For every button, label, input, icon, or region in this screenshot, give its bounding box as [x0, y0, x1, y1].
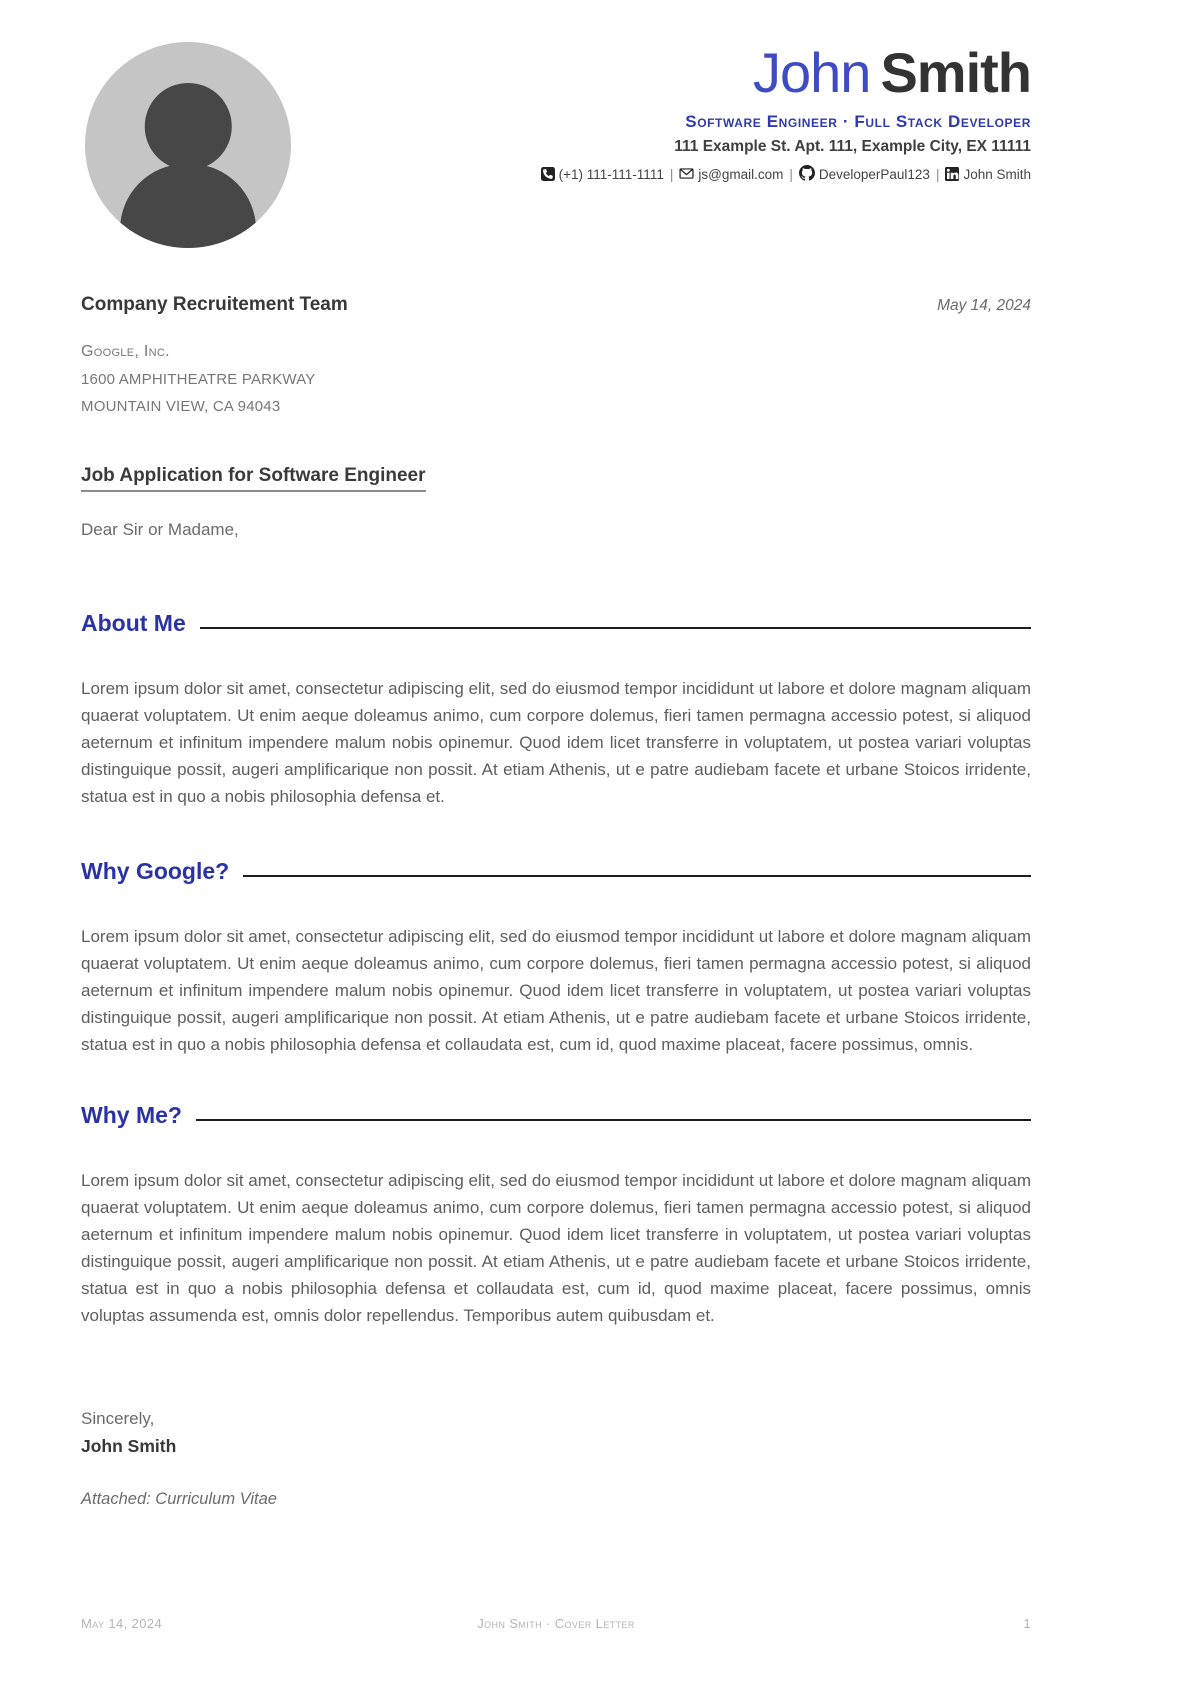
- company-street: 1600 AMPHITHEATRE PARKWAY: [81, 370, 316, 388]
- first-name: John: [753, 41, 871, 104]
- section-body-about-me: Lorem ipsum dolor sit amet, consectetur adipiscing elit, sed do eiusmod tempor incididunt ut labore et dolore magnam aliquam quaerat voluptatem. Ut enim aeque doleamus animo, cum corpore dolemus, fieri tamen permagna accessio potest, si aliquod aeternum et infinitum impendere malum nobis opinemur. Quod idem licet transferre in voluptatem, ut postea variari voluptas distinguique possit, augeri amplificarique non possit. At etiam Athenis, ut e patre audiebam facete et urbane Stoicos irridente, statua est in quo a nobis philosophia defensa et.: [81, 678, 1031, 806]
- closing-phrase: Sincerely,: [81, 1408, 155, 1428]
- separator: |: [669, 167, 674, 182]
- email-address: js@gmail.com: [698, 167, 784, 182]
- section-rule: [200, 627, 1031, 629]
- phone-number: (+1) 111-111-1111: [558, 167, 664, 182]
- section-title: About Me: [81, 609, 186, 636]
- recipient-row: [81, 294, 1031, 316]
- section-body-why-me: Lorem ipsum dolor sit amet, consectetur adipiscing elit, sed do eiusmod tempor incididunt ut labore et dolore magnam aliquam quaerat voluptatem. Ut enim aeque doleamus animo, cum corpore dolemus, fieri tamen permagna accessio potest, si aliquod aeternum et infinitum impendere malum nobis opinemur. Quod idem licet transferre in voluptatem, ut postea variari voluptas distinguique possit, augeri amplificarique non possit. At etiam Athenis, ut e patre audiebam facete et urbane Stoicos irridente, statua est in quo a nobis philosophia defensa et collaudata est, cum id, quod maxime placeat, facere possimus, omnis voluptas assumenda est, omnis dolor repellendus. Temporibus autem quibusdam et.: [81, 1170, 1031, 1325]
- section-body-why-google: Lorem ipsum dolor sit amet, consectetur adipiscing elit, sed do eiusmod tempor incididunt ut labore et dolore magnam aliquam quaerat voluptatem. Ut enim aeque doleamus animo, cum corpore dolemus, fieri tamen permagna accessio potest, si aliquod aeternum et infinitum impendere malum nobis opinemur. Quod idem licet transferre in voluptatem, ut postea variari voluptas distinguique possit, augeri amplificarique non possit. At etiam Athenis, ut e patre audiebam facete et urbane Stoicos irridente, statua est in quo a nobis philosophia defensa et collaudata est, cum id, quod maxime placeat, facere possimus, omnis.: [81, 926, 1031, 1054]
- company-city: MOUNTAIN VIEW, CA 94043: [81, 398, 281, 415]
- linkedin-name: John Smith: [963, 167, 1031, 182]
- full-name: [291, 42, 1031, 104]
- email-icon: [679, 166, 694, 181]
- signature-name: John Smith: [81, 1435, 177, 1456]
- company-name: Google, Inc.: [81, 343, 170, 360]
- last-name: Smith: [880, 41, 1031, 104]
- footer-page-number: 1: [1023, 1616, 1031, 1631]
- letter-date: May 14, 2024: [937, 297, 1031, 314]
- email-link[interactable]: [679, 167, 783, 182]
- letter-title: Job Application for Software Engineer: [81, 465, 426, 492]
- github-username: DeveloperPaul123: [818, 167, 930, 182]
- github-link[interactable]: [799, 167, 930, 182]
- separator: |: [935, 167, 940, 182]
- section-title: Why Me?: [81, 1101, 182, 1128]
- phone-icon: [541, 167, 555, 181]
- section-title: Why Google?: [81, 857, 230, 884]
- section-heading-about-me: [81, 610, 1031, 637]
- section-rule: [243, 875, 1031, 877]
- attachment-note: Attached: Curriculum Vitae: [81, 1489, 277, 1508]
- profile-photo: [85, 42, 291, 248]
- home-address: 111 Example St. Apt. 111, Example City, EX 11111: [674, 138, 1031, 155]
- separator: |: [789, 167, 793, 182]
- header: [81, 42, 1031, 248]
- person-silhouette-icon: [145, 83, 232, 170]
- section-heading-why-me: [81, 1102, 1031, 1129]
- linkedin-link[interactable]: [945, 167, 1031, 182]
- page-footer: [81, 1616, 1031, 1631]
- closing: [81, 1405, 1031, 1460]
- phone-link[interactable]: [541, 167, 664, 182]
- recipient-address: [81, 338, 1031, 421]
- linkedin-icon: [945, 167, 959, 181]
- footer-date: May 14, 2024: [81, 1616, 163, 1631]
- recipient-name: Company Recruitement Team: [81, 294, 348, 315]
- contact-row: [291, 165, 1031, 182]
- person-silhouette-icon: [120, 164, 256, 248]
- letter-opening: Dear Sir or Madame,: [81, 519, 239, 539]
- section-rule: [196, 1119, 1031, 1121]
- github-icon: [799, 165, 815, 181]
- footer-title: John Smith · Cover Letter: [477, 1616, 635, 1631]
- section-heading-why-google: [81, 858, 1031, 885]
- job-position: Software Engineer · Full Stack Developer: [685, 112, 1031, 131]
